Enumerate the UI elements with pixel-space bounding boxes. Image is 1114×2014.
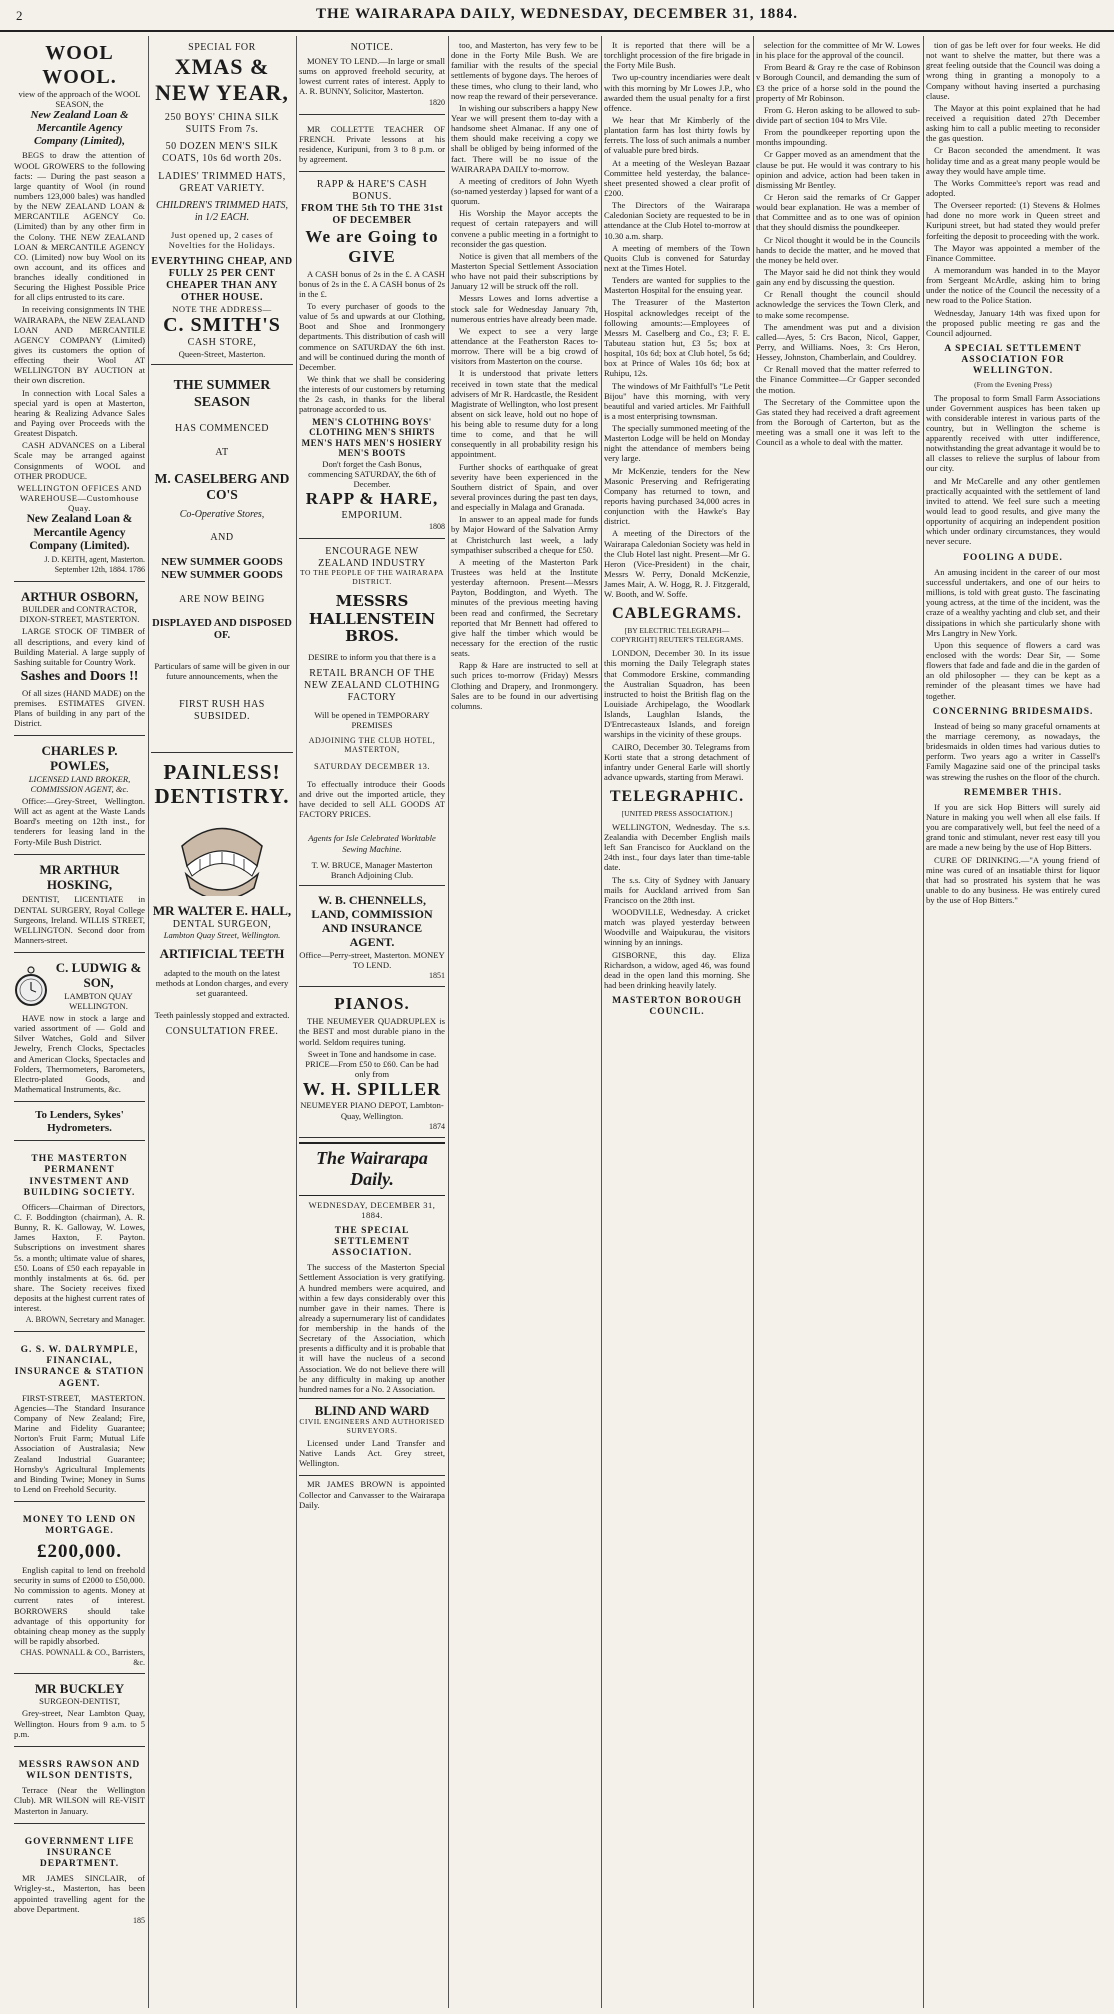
give-body: A CASH bonus of 2s in the £. A CASH bonus of 2s in the £. A CASH bonus of 2s in the £. (299, 268, 445, 299)
ludwig-sub: LAMBTON QUAY WELLINGTON. (64, 990, 133, 1011)
item-5: Just opened up, 2 cases of Novelties for the Holidays. (168, 230, 276, 251)
news-item: The Treasurer of the Masterton Hospital acknowledges receipt of the following amounts:—Employees of Messrs M. Caselberg and Co., £3; F. E. Tabuteau station hut, £3 5s; box at hospital, 10s 6d; box at Club hotel, 5s 6d; box at Prince of Wales 10s 6d; box at Ruhipu, 12s. (604, 297, 750, 379)
pocket-watch-icon (14, 964, 48, 1008)
spiller-sub: NEUMEYER PIANO DEPOT, Lambton-Quay, Wellington. (300, 1100, 444, 1121)
council-item: Cr Bacon seconded the amendment. It was holiday time and as a great many people would be away they would have ample time. (926, 145, 1100, 176)
money-signature: CHAS. POWNALL & CO., Barristers, &c. (20, 1648, 145, 1667)
hosking-body: DENTIST, LICENTIATE in DENTAL SURGERY, Royal College Surgeons, Ireland. WILLIS STREET, WELLINGTON. Second door from Manners-street. (14, 894, 145, 945)
company-name-2: New Zealand Loan & Mercantile Agency Company (Limited). (26, 513, 133, 553)
permanent-advert (14, 1144, 145, 1332)
powles-name: CHARLES P. POWLES, (41, 743, 118, 774)
smith-advert (151, 38, 293, 365)
news-item: Two up-country incendiaries were dealt with this morning by Mr Lowes J.P., who awarded them the usual penalty for a first offence. (604, 72, 750, 113)
particulars: Particulars of same will be given in our future announcements, when the (154, 660, 290, 681)
smith-sub: CASH STORE, (187, 337, 257, 349)
council-item: The Mayor was appointed a member of the Finance Committee. (926, 242, 1100, 263)
give-body-2: To every purchaser of goods to the value of 5s and upwards at our Clothing, Boot and Shoe and Ironmongery departments. This distribution of cash will commence on SATURDAY the 6th inst. and will be continued during the month of December. (299, 301, 445, 372)
ludwig-name: C. LUDWIG & SON, (55, 960, 142, 991)
collette-advert (299, 118, 445, 173)
hall-advert (151, 756, 293, 1043)
artificial-body: adapted to the mouth on the latest methods at London charges, and every set guaranteed. (155, 967, 289, 999)
news-item: In wishing our subscribers a happy New Year we will present them to-day with a handsome sheet Almanac. If any one of them should make receiving a copy we shall be obliged by being informed of the fact. There will be no issue of the WAIRARAPA DAILY to-morrow. (451, 102, 598, 174)
permanent-heading: THE MASTERTON PERMANENT INVESTMENT AND BUILDING SOCIETY. (23, 1154, 136, 1198)
wool-date: September 12th, 1884. (54, 565, 127, 575)
column-rule (448, 36, 449, 2008)
blind-body: Licensed under Land Transfer and Native Lands Act. Grey street, Wellington. (299, 1438, 445, 1469)
insurance-advert (14, 1827, 145, 1932)
money-body: English capital to lend on freehold security in sums of £2000 to £50,000. No commission to agents. Money at current rates of interest. BORROWERS should take advantage of this opportunity for obtaining cheap money as the supply will be rapidly absorbed. (14, 1564, 145, 1646)
column-rule (601, 36, 602, 2008)
news-item: too, and Masterton, has very few to be done in the Forty Mile Bush. We are familiar with the results of the special settlements of bygone days. The heroes of these times, who clung to their land, who now reap the reward of their perseverance. (451, 40, 598, 101)
painless-heading: PAINLESS! DENTISTRY. (154, 759, 290, 809)
opened: Will be opened in TEMPORARY PREMISES (314, 709, 430, 730)
hallenstein-advert (299, 542, 445, 886)
council-item: The Mayor at this point explained that he had received a requisition dated 27th December asking him to call a public meeting to reconsider the gas question. (926, 102, 1100, 144)
column-6 (756, 38, 920, 2008)
permanent-signature: A. BROWN, Secretary and Manager. (25, 1315, 145, 1325)
news-item: The Directors of the Wairarapa Caledonian Society are requested to be in attendance at the Club Hotel to-morrow at 10.30 a.m. sharp. (604, 200, 750, 241)
buckley-advert (14, 1677, 145, 1747)
council-item: tion of gas be left over for four weeks. He did not want to shelve the matter, but there was a great feeling outside that the Council was doing a wrong thing in granting a monopoly to a Company without having inserted a purchasing clause. (926, 40, 1100, 101)
cablegrams-heading: CABLEGRAMS. (612, 605, 742, 623)
item-1: 250 BOYS' CHINA SILK SUITS From 7s. (164, 111, 280, 135)
column-4 (451, 38, 598, 2008)
association-heading: A SPECIAL SETTLEMENT ASSOCIATION FOR WELLINGTON. (944, 343, 1082, 377)
notice-advert (299, 38, 445, 115)
column-rule (753, 36, 754, 2008)
council-item: From G. Heron asking to be allowed to sub-divide part of section 104 to Mrs Vile. (756, 104, 920, 125)
bruce-signature: T. W. BRUCE, Manager Masterton Branch Adjoining Club. (311, 859, 433, 880)
remember-heading: REMEMBER THIS. (963, 787, 1063, 798)
hall-name: MR WALTER E. HALL, (152, 903, 292, 919)
masthead-title: THE WAIRARAPA DAILY, WEDNESDAY, DECEMBER 31, 1884. (315, 6, 799, 22)
council-heading: MASTERTON BOROUGH COUNCIL. (612, 996, 742, 1018)
powles-body: Office:—Grey-Street, Wellington. Will act as agent at the Waste Lands Board's meeting on 12th inst., for tenderers for leasing land in the Forty-Mile Bush District. (14, 796, 145, 847)
powles-trade: LICENSED LAND BROKER, COMMISSION AGENT, &c. (28, 773, 131, 794)
retail-branch: RETAIL BRANCH OF THE NEW ZEALAND CLOTHING FACTORY (304, 668, 440, 703)
spiller-ref: 1874 (429, 1121, 445, 1131)
council-item: Cr Gapper moved as an amendment that the clause be put. He would it was contrary to his opinion and advice, action had been taken in dismissing Mr Bentley. (756, 149, 920, 190)
consultation: CONSULTATION FREE. (165, 1026, 279, 1038)
blind-heading: BLIND AND WARD (314, 1403, 430, 1419)
council-item: From the poundkeeper reporting upon the months impounding. (756, 127, 920, 148)
quadruplex: THE NEUMEYER QUADRUPLEX is the BEST and most durable piano in the world. Seldom requires tuning. (299, 1016, 445, 1047)
wool-ref: 1786 (129, 565, 145, 575)
notice-body: MONEY TO LEND.—In large or small sums on approved freehold security, at lowest current rates of interest. Apply to A. R. BUNNY, Solicitor, Masterton. (299, 55, 445, 97)
fooling-heading: FOOLING A DUDE. (963, 552, 1063, 563)
hall-address: Lambton Quay Street, Wellington. (163, 930, 281, 941)
item-6: EVERYTHING CHEAP, AND FULLY 25 PER CENT CHEAPER THAN ANY OTHER HOUSE. (151, 256, 293, 303)
association-sub: (From the Evening Press) (974, 379, 1052, 389)
association-body-2: and Mr McCarelle and any other gentlemen practically acquainted with the settlement of land invited to attend. We feel sure such a meeting would lead to good results, and give many the opportunity of acquiring an independent position which under ordinary circumstances, they would never secure. (926, 475, 1100, 547)
money-amount: £200,000. (37, 1540, 122, 1562)
news-item: A meeting of members of the Town Quoits Club is convened for Saturday next at the Times Hotel. (604, 242, 750, 273)
council-item: Cr Nicol thought it would be in the Councils hands to decide the matter, and he moved that the money be held over. (756, 234, 920, 265)
insurance-ref: 185 (133, 1915, 145, 1925)
caselberg-advert (151, 368, 293, 752)
pianos-heading: PIANOS. (334, 994, 410, 1014)
council-item: From Beard & Gray re the case of Robinson v Borough Council, and demanding the sum of £3 the price of a horse sold in the pound the property of Mr Robinson. (756, 62, 920, 103)
money-advert (14, 1505, 145, 1674)
spiller-name: W. H. SPILLER (302, 1079, 442, 1100)
xmas-title: XMAS & NEW YEAR, (155, 53, 289, 105)
masthead (0, 0, 1114, 32)
rapp-name: RAPP & HARE, (305, 489, 439, 509)
news-item: Tenders are wanted for supplies to the Masterton Hospital for the ensuing year. (604, 275, 750, 296)
chennells-advert (299, 889, 445, 987)
column-rule (296, 36, 297, 2008)
smith-address: Queen-Street, Masterton. (178, 349, 266, 360)
osborn-trade: BUILDER and CONTRACTOR, DIXON-STREET, MASTERTON. (19, 604, 140, 625)
rapp-cash-bonus: RAPP & HARE'S CASH BONUS. (316, 179, 428, 203)
summer-at: AT (215, 447, 229, 459)
summer-has: HAS COMMENCED (174, 423, 269, 435)
council-item: The Overseer reported: (1) Stevens & Holmes had done no more work in Queen street and Kuripuni street, but had stated they would prefer forfeiting the deposit to proceeding with the work. (926, 200, 1100, 241)
item-2: 50 DOZEN MEN'S SILK COATS, 10s 6d worth 20s. (162, 141, 282, 165)
news-item: Rapp & Hare are instructed to sell at such prices to-morrow (Friday) Messrs Clothing and Drapery, and Ironmongery. Sales are to be found in our advertising columns. (451, 660, 598, 711)
denture-icon (172, 816, 272, 896)
rapp-advert (299, 175, 445, 538)
wool-body-2: In receiving consignments IN THE WAIRARAPA, the NEW ZEALAND LOAN AND MERCANTILE AGENCY COMPANY (Limited) gives its customers the option of effecting their Wool AT WELLINGTON BY AUCTION at their own discretion. (14, 304, 145, 386)
ludwig-header (14, 960, 145, 1011)
hosking-advert (14, 858, 145, 953)
special-for: SPECIAL FOR (188, 42, 256, 53)
cablegrams-sub: [BY ELECTRIC TELEGRAPH—COPYRIGHT] REUTER'S TELEGRAMS. (610, 626, 744, 645)
council-item: Wednesday, January 14th was fixed upon for the proposed public meeting re gas and the Council adjourned. (926, 307, 1100, 338)
sashes-body: Of all sizes (HAND MADE) on the premises. ESTIMATES GIVEN. Plans of building in any part of the District. (14, 687, 145, 728)
smith-name: C. SMITH'S (163, 313, 281, 336)
brown-notice: MR JAMES BROWN is appointed Collector and Canvasser to the Wairarapa Daily. (299, 1479, 445, 1510)
desire: DESIRE to inform you that there is a (308, 652, 436, 663)
council-item: Cr Renall thought the council should acknowledge the services the Town Clerk, and to make some recompense. (756, 289, 920, 320)
osborn-body: LARGE STOCK OF TIMBER of all descriptions, and every kind of Building Material. A large supply of Sashing suitable for Country Work. (14, 626, 145, 667)
chennells-name: W. B. CHENNELLS, LAND, COMMISSION AND INSURANCE AGENT. (311, 892, 433, 950)
crepe-body: CURE OF DRINKING.—"A young friend of mine was cured of an insatiable thirst for liquor that had so prostrated his system that he was unable to do any business. He was entirely cured by the use of Hop Bitters." (926, 854, 1100, 906)
buckley-body: Grey-street, Near Lambton Quay, Wellington. Hours from 9 a.m. to 5 p.m. (14, 1708, 145, 1739)
wool-intro: view of the approach of the WOOL SEASON, the (18, 89, 141, 110)
council-item: Cr Heron said the remarks of Cr Gapper would bear explanation. He was a member of that Committee and as to one was of opinion that they should dismiss the poundkeeper. (756, 191, 920, 233)
settlement-heading: THE SPECIAL SETTLEMENT ASSOCIATION. (331, 1225, 413, 1259)
osborn-name: ARTHUR OSBORN, (20, 588, 139, 604)
wool-advert (14, 38, 145, 582)
mens-clothing: MEN'S CLOTHING BOYS' CLOTHING MEN'S SHIRTS MEN'S HATS MEN'S HOSIERY MEN'S BOOTS (301, 416, 443, 459)
news-item: At a meeting of the Wesleyan Bazaar Committee held yesterday, the balance-sheet presented showed a clear profit of £200. (604, 157, 750, 198)
council-item: The Secretary of the Committee upon the Gas stated they had received a draft agreement from the Borough of Carterton, but as the meeting was a small one it was left to the Council as a whole to deal with the matter. (756, 396, 920, 448)
chennells-ref: 1851 (429, 970, 445, 980)
column-2 (151, 38, 293, 2008)
column-5 (604, 38, 750, 2008)
rapp-ref: 1808 (429, 522, 445, 532)
paper-name: The Wairarapa Daily. (299, 1142, 445, 1195)
news-item: The windows of Mr Faithfull's "Le Petit Bijou" have this morning, with very beautiful and varied articles. Mr Faithfull is a most enterprising townsman. (604, 380, 750, 421)
column-rule (148, 36, 149, 2008)
powles-advert (14, 739, 145, 855)
concerning-body: Instead of being so many graceful ornaments at the marriage ceremony, as nowadays, the bridesmaids in olden times had various duties to perform. Two years ago a writer in Cassell's Family Magazine said one of the principal tasks was strewing the rushes on the floor of the church. (926, 720, 1100, 782)
rapp-bonus-end: Don't forget the Cash Bonus, commencing SATURDAY, the 6th of December. (308, 459, 436, 490)
column-1 (14, 38, 145, 2008)
collette-body: MR COLLETTE TEACHER OF FRENCH. Private lessons at his residence, Kuripuni, from 3 to 8 p.m. or by agreement. (299, 123, 445, 165)
telegraphic-item: WOODVILLE, Wednesday. A cricket match was played yesterday between Woodville and Waipukurau, the visitors winning by an innings. (604, 907, 750, 948)
page-number: 2 (16, 8, 23, 23)
news-item: We hear that Mr Kimberly of the plantation farm has lost thirty fowls by ferrets. The loss of such animals a number of valuable pure bred birds. (604, 114, 750, 156)
caselberg-name: M. CASELBERG AND CO'S (154, 470, 290, 502)
hall-sub: DENTAL SURGEON, (172, 918, 272, 930)
wool-body-4: CASH ADVANCES on a Liberal Scale may be arranged against Consignments of WOOL and OTHER PRODUCE. (14, 440, 145, 481)
address-note: NOTE THE ADDRESS— (172, 303, 272, 314)
remember-body: If you are sick Hop Bitters will surely aid Nature in making you well when all else fails. If you are comparatively well, but feel the need of a grand tonic and stimulant, never rest easy till you are made a new being by the use of Hop Bitters. (926, 801, 1100, 853)
cablegram-item: CAIRO, December 30. Telegrams from Korti state that a strong detachment of infantry under General Earle will shortly advance upwards, starting from Merawi. (604, 741, 750, 782)
council-item: The Mayor said he did not think they would gain any end by discussing the question. (756, 266, 920, 288)
company-name: New Zealand Loan & Mercantile Agency Company (Limited), (30, 109, 129, 148)
dalrymple-body: FIRST-STREET, MASTERTON. Agencies—The Standard Insurance Company of New Zealand; Fire, Marine and Fidelity Guarantee; Norton's Fruit Farm; Mutual Life Association of Australasia; New Zealand Industrial Guarantee; Hornsby's Agricultural Implements and Binding Twine; Money in Sums to Lend on Freehold Security. (14, 1392, 145, 1494)
telegraphic-sub: [UNITED PRESS ASSOCIATION.] (621, 808, 733, 818)
item-4: CHILDREN'S TRIMMED HATS, in 1/2 EACH. (155, 200, 289, 224)
permanent-body: Officers—Chairman of Directors, C. F. Boddington (chairman), A. R. Bunny, R. K. Galloway, W. Lowes, James Haxton, F. Payton. Subscriptions on investment shares 5s. a month; ultimate value of shares, £50. Loans of £50 each repayable in monthly instalments at 6s. 6d. per share. The Society receives fixed deposits at the highest current rates of interest. (14, 1201, 145, 1314)
quad-body: Sweet in Tone and handsome in case. (307, 1048, 437, 1059)
notice-heading: NOTICE. (350, 42, 394, 53)
telegraphic-heading: TELEGRAPHIC. (609, 788, 745, 806)
osborn-advert (14, 585, 145, 736)
club-hotel: ADJOINING THE CLUB HOTEL, MASTERTON, (308, 735, 436, 755)
news-item: His Worship the Mayor accepts the request of certain ratepayers and will convene a public meeting in a fortnight to reconsider the gas question. (451, 208, 598, 249)
are-now-being: ARE NOW BEING (179, 594, 265, 606)
wool-offices: WELLINGTON OFFICES AND WAREHOUSE—Customhouse Quay. (17, 482, 142, 514)
news-item: A meeting of creditors of John Wyeth (so-named yesterday ) lapsed for want of a quorum. (451, 175, 598, 207)
concerning-heading: CONCERNING BRIDESMAIDS. (932, 706, 1094, 717)
news-item: In answer to an appeal made for funds by Major Howard of the Salvation Army at Christchurch last week, a lady sympathiser subscribed a cheque for £50. (451, 514, 598, 555)
rawson-body: Terrace (Near the Wellington Club). MR WILSON will RE-VISIT Masterton in January. (14, 1785, 145, 1816)
notice-ref: 1820 (429, 98, 445, 108)
buckley-name: MR BUCKLEY (34, 1680, 125, 1696)
sashes-heading: Sashes and Doors !! (20, 669, 139, 685)
council-item: The Works Committee's report was read and adopted. (926, 177, 1100, 198)
wool-title: WOOL WOOL. (42, 42, 117, 88)
rapp-sub: EMPORIUM. (341, 509, 403, 521)
agents: Agents for Isle Celebrated Worktable Sewing Machine. (308, 833, 436, 854)
fooling-body: An amusing incident in the career of our most successful undertakers, and one of our heirs to millions, is told with great gusto. The fascinating young actress, at the time of the incident, was the craze of a wealthy yachting and club set, and their dissipations in which she particularly shone with Mrs Langtry in New York. (926, 566, 1100, 638)
blind-sub: CIVIL ENGINEERS AND AUTHORISED SURVEYORS. (299, 1417, 445, 1436)
council-item: The amendment was put and a division called—Ayes, 5: Crs Bacon, Nicol, Gapper, Perry, and Williams. Noes, 3: Crs Heron, Hessey, Johnston, Chamberlain, and Couldrey. (756, 321, 920, 363)
extracted: Teeth painlessly stopped and extracted. (154, 1010, 290, 1021)
rawson-advert (14, 1750, 145, 1824)
news-item: It is understood that private letters received in town state that the medical advisers of Mr R. Hardcastle, the Resident Magistrate of Wellington, who lost present absent on sick leave, hold out no hope of his being able to resume duty for a long time to come, and that he will consequently in all probability resign his appointment. (451, 368, 598, 460)
hallenstein-name: MESSRS HALLENSTEIN BROS. (308, 592, 436, 646)
fooling-body-2: Upon this sequence of flowers a card was enclosed with the words: Dear Sir, — Some flowers that fade and fade and die in the garden of an old philosopher — they can be kept as a reminder of the pleasant times we have had together. (926, 639, 1100, 701)
telegraphic-item: WELLINGTON, Wednesday. The s.s. Zealandia with December English mails left San Francisco for Auckland on the 24th inst., four days later than time-table date. (604, 821, 750, 873)
pianos-advert (299, 990, 445, 1138)
news-item: Mr McKenzie, tenders for the New Masonic Preserving and Refrigerating Company has returned to town, and reports having purchased 34,000 acres in conjunction with the Hawke's Bay district. (604, 465, 750, 527)
artificial-teeth: ARTIFICIAL TEETH (159, 946, 285, 962)
give-body-3: We think that we shall be considering the interests of our customers by returning the 2s cash, in thanks for the liberal patronage accorded to us. (299, 374, 445, 415)
telegraphic-item: The s.s. City of Sydney with January mails for Auckland arrived from San Francisco on the 28th inst. (604, 874, 750, 905)
blind-advert (299, 1398, 445, 1476)
coop-stores: Co-Operative Stores, (179, 508, 265, 520)
from-5th: FROM THE 5th TO THE 31st OF DECEMBER (300, 202, 444, 226)
column-7 (926, 38, 1100, 2008)
saturday: SATURDAY DECEMBER 13. (314, 760, 430, 771)
ludwig-body: HAVE now in stock a large and varied assortment of — Gold and Silver Watches, Gold and Silver Jewelry, French Clocks, Spectacles and American Clocks, Spectacles and Folders, Thermometers, Barometers, Electro-plated Goods, and Mathematical Instruments, &c. (14, 1013, 145, 1095)
encourage: ENCOURAGE NEW ZEALAND INDUSTRY (318, 545, 426, 569)
denture-illustration (167, 813, 277, 899)
news-item: A meeting of the Directors of the Wairarapa Caledonian Society was held in the Club Hotel last night. Present—Mr G. Heron (Vice-President) in the chair, Messrs W. Perry, Donald McKenzie, James Mair, A. W. Hogg, R. J. Fitzgerald, W. Booth, and W. Soffe. (604, 528, 750, 600)
association-body: The proposal to form Small Farm Associations under Government auspices has been taken up with considerable interest in various parts of the country, but in Wellington the scheme is apparently received with utter indifference, notwithstanding the great advantage it would be to all classes to relieve the surplus of labour from our city. (926, 392, 1100, 474)
sykes-heading: To Lenders, Sykes' Hydrometers. (35, 1109, 124, 1135)
wool-body-3: In connection with Local Sales a special yard is open at Masterton, hearing & Realizing Advance Sales and Paying over Proceeds with the Greatest Dispatch. (14, 387, 145, 439)
column-rule (923, 36, 924, 2008)
telegraphic-item: GISBORNE, this day. Eliza Richardson, a widow, aged 46, was found dead in the open land this morning. She had been drinking heavily lately. (604, 949, 750, 990)
rawson-name: MESSRS RAWSON AND WILSON DENTISTS, (18, 1759, 141, 1782)
price: PRICE—From £50 to £60. Can be had only from (305, 1058, 439, 1080)
and-word: AND (210, 532, 234, 544)
money-heading: MONEY TO LEND ON MORTGAGE. (22, 1515, 137, 1537)
dalrymple-heading: G. S. W. DALRYMPLE, FINANCIAL, INSURANCE & STATION AGENT. (14, 1344, 145, 1389)
sykes-advert (14, 1105, 145, 1141)
settlement-body: The success of the Masterton Special Settlement Association is very gratifying. A hundred members were acquired, and within a few days considerably over this number gave in their names. There is already a supernumerary list of candidates for membership in the hands of the Secretary of the Association, which presents a difficulty and it is probable that it will have the nucleus of a second Association. We do not believe there will be any difficulty in making up another hundred names for a No. 2 Association. (299, 1262, 445, 1394)
news-item: It is reported that there will be a torchlight procession of the fire brigade in the Forty Mile Bush. (604, 40, 750, 71)
summer-heading: THE SUMMER SEASON (173, 378, 271, 410)
hosking-name: MR ARTHUR HOSKING, (39, 861, 120, 893)
insurance-body: MR JAMES SINCLAIR, of Wrigley-st., Masterton, has been appointed travelling agent for the above Department. (14, 1873, 145, 1914)
news-item: Messrs Lowes and Iorns advertise a stock sale for Wednesday January 7th, numerous entries have already been made. (451, 293, 598, 324)
chennells-body: Office—Perry-street, Masterton. MONEY TO LEND. (299, 949, 445, 970)
council-item: A memorandum was handed in to the Mayor from Sergeant McArdle, asking him to bring under the notice of the Council the necessity of a new road to the Police Station. (926, 264, 1100, 306)
dalrymple-advert (14, 1335, 145, 1502)
cablegram-item: LONDON, December 30. In its issue this morning the Daily Telegraph states that Commodore Erskine, commanding the Australian Squadron, has been instructed to hoist the British flag on the Louisiade Archipelago, the Woodlark Islands, Laughlan Islands, the D'Entrecasteaux Islands, and foreign warships in the vicinity of these groups. (604, 648, 750, 740)
news-item: Notice is given that all members of the Masterton Special Settlement Association who have not paid their subscriptions by January 12 will be struck off the roll. (451, 250, 598, 292)
news-item: Further shocks of earthquake of great severity have been experienced in the Southern district of Spain, and over several provinces during the past ten days, and especially in Malaga and Granada. (451, 461, 598, 513)
wool-body: BEGS to draw the attention of WOOL GROWERS to the following facts: — During the past season a large quantity of Wool (in round numbers 123,000 bales) was handled by the NEW ZEALAND LOAN & MERCANTILE AGENCY Co. (Limited) than by any other firm in the Colony. THE NEW ZEALAND LOAN & MERCANTILE AGENCY CO. (Limited) now buy Wool on its own account, and its offices and branches ideally conditioned in Securing the Highest Possible Price for all clips entrusted to its care. (14, 150, 145, 303)
item-3: LADIES' TRIMMED HATS, GREAT VARIETY. (158, 170, 286, 194)
wool-signature: J. D. KEITH, agent, Masterton. (44, 554, 145, 564)
displayed: DISPLAYED AND DISPOSED OF. (152, 618, 292, 642)
insurance-heading: GOVERNMENT LIFE INSURANCE DEPARTMENT. (24, 1836, 135, 1870)
to-people: TO THE PEOPLE OF THE WAIRARAPA DISTRICT. (300, 568, 444, 587)
new-summer-goods: NEW SUMMER GOODS NEW SUMMER GOODS (161, 556, 283, 582)
column-3 (299, 38, 445, 2008)
give-heading: We are Going to GIVE (305, 226, 439, 266)
wool-date-line (14, 565, 145, 574)
news-item: A meeting of the Masterton Park Trustees was held at the Institute yesterday afternoon. Present—Messrs Payton, Boddington, and Wyeth. The minutes of the previous meeting having been read and confirmed, the Secretary reported that Mr Bennett had offered to give half the timber which would be necessary for the erection of the rustic seats. (451, 556, 598, 659)
ludwig-advert (14, 956, 145, 1102)
buckley-trade: SURGEON-DENTIST, (39, 1696, 120, 1707)
first-rush: FIRST RUSH HAS SUBSIDED. (179, 699, 265, 722)
news-item: We expect to see a very large attendance at the Featherston Races to-morrow. There will be a big crowd of visitors from Masterton on the course. (451, 325, 598, 367)
council-item: selection for the committee of Mr W. Lowes in his place for the approval of the council. (756, 40, 920, 61)
hallenstein-body: To effectually introduce their Goods and drive out the imported article, they have decided to sell ALL GOODS AT FACTORY PRICES. (299, 778, 445, 820)
news-item: The specially summoned meeting of the Masterton Lodge will be held on Monday night the attendance of members being very large. (604, 423, 750, 464)
date-line: WEDNESDAY, DECEMBER 31, 1884. (308, 1199, 436, 1220)
council-item: Cr Renall moved that the matter referred to the Finance Committee—Cr Gapper seconded the motion. (756, 364, 920, 395)
